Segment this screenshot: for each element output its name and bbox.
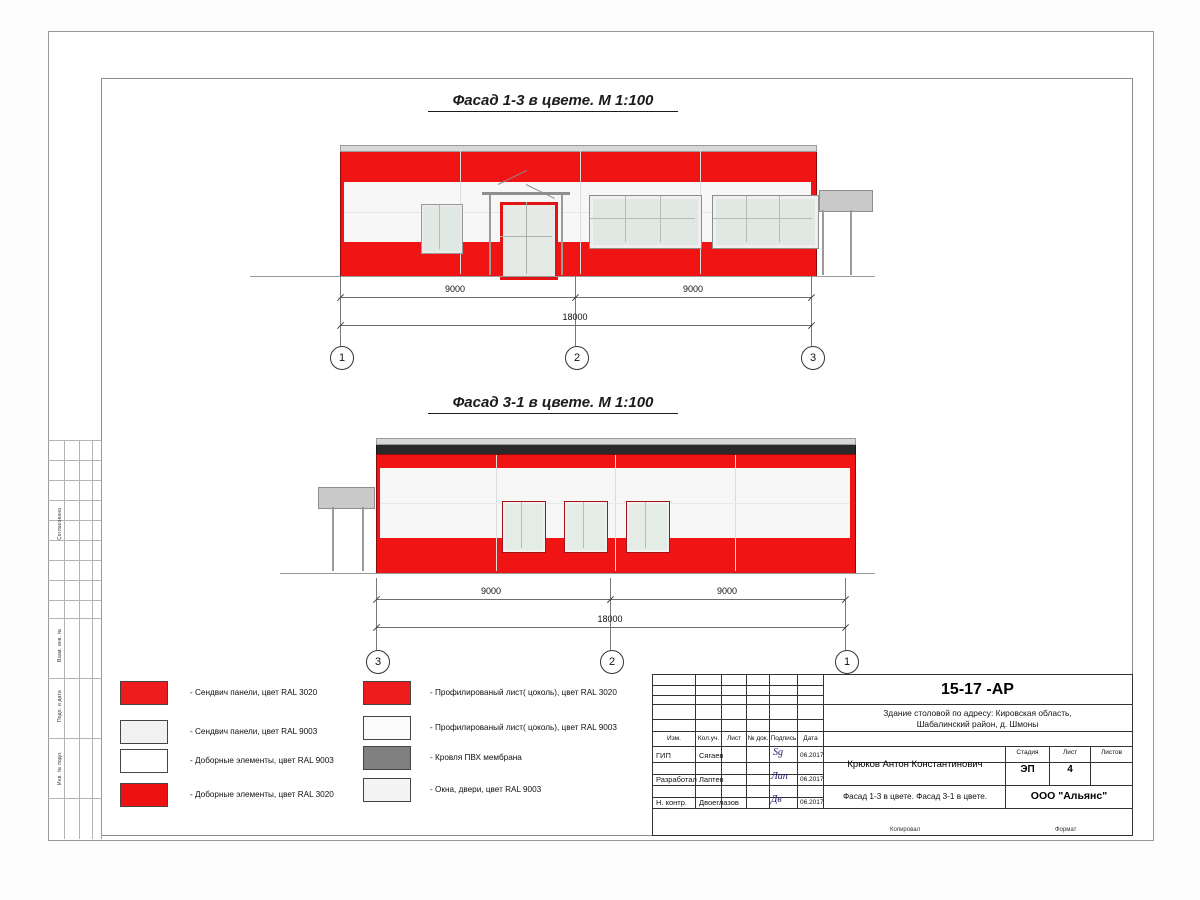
- window-small-mullion: [645, 502, 646, 548]
- dim-span-1: 9000: [444, 284, 466, 294]
- window-small-mullion: [583, 502, 584, 548]
- stage-value: ЭП: [1020, 764, 1035, 775]
- door-leaf-split: [526, 202, 527, 274]
- axis-extension: [845, 578, 846, 650]
- door-panel-line: [500, 236, 552, 237]
- legend-swatch-trim-9003: [120, 749, 168, 773]
- window-small: [503, 502, 545, 552]
- axis-bubble-3: 3: [801, 346, 825, 370]
- window-large-transom: [590, 218, 695, 219]
- legend-label-trim-9003: - Доборные элементы, цвет RAL 9003: [190, 756, 334, 765]
- canopy-left-post: [332, 507, 334, 571]
- role-razrabotal: Разработал: [656, 775, 697, 784]
- facade-3-1-title: Фасад 3-1 в цвете. М 1:100: [428, 394, 678, 414]
- legend-label-sandwich-9003: - Сендвич панели, цвет RAL 9003: [190, 727, 318, 736]
- role-nkontr: Н. контр.: [656, 798, 687, 807]
- porch-post-right: [561, 195, 563, 275]
- dim-total: 18000: [597, 614, 623, 624]
- legend-swatch-profile-9003: [363, 716, 411, 740]
- axis-extension: [340, 276, 341, 346]
- axis-extension: [376, 578, 377, 650]
- window-large-mullion: [746, 196, 747, 242]
- axis-extension: [575, 276, 576, 346]
- window-large: [590, 196, 701, 248]
- legend-label-trim-3020: - Доборные элементы, цвет RAL 3020: [190, 790, 334, 799]
- note-format: Формат: [1055, 827, 1077, 833]
- axis-bubble-1: 1: [330, 346, 354, 370]
- panel-joint: [496, 455, 497, 571]
- object-line-2: Шабалинский район, д. Шмоны: [916, 719, 1039, 729]
- canopy-left: [318, 487, 375, 509]
- signature-gip: Sg: [773, 747, 783, 758]
- date-nkontr: 06.2017: [800, 799, 824, 806]
- col-header-ndoc: № док.: [747, 735, 769, 742]
- stage-header-stadiya: Стадия: [1016, 749, 1039, 756]
- sheet-name: Фасад 1-3 в цвете. Фасад 3-1 в цвете.: [842, 792, 988, 801]
- margin-label-soglasovano: Согласовано: [57, 507, 63, 540]
- legend-label-windows-doors: - Окна, двери, цвет RAL 9003: [430, 785, 542, 794]
- name-razrabotal: Лаптев: [699, 775, 724, 784]
- date-razrabotal: 06.2017: [800, 776, 824, 783]
- window-large-transom: [713, 218, 812, 219]
- axis-bubble-2: 2: [565, 346, 589, 370]
- project-code: 15-17 -АР: [941, 681, 1014, 698]
- stage-header-list: Лист: [1062, 749, 1078, 756]
- company-name: ООО "Альянс": [1030, 790, 1108, 802]
- note-kopiroval: Копировал: [890, 827, 921, 833]
- roof-cap: [340, 145, 817, 152]
- dim-span-2: 9000: [716, 586, 738, 596]
- margin-label-vzam-inv: Взам. инв. №: [57, 628, 63, 662]
- legend-label-profile-9003: - Профилированый лист( цоколь), цвет RAL 9003: [430, 723, 617, 732]
- legend-label-profile-3020: - Профилированый лист( цоколь), цвет RAL 3020: [430, 688, 617, 697]
- facade-3-1-dimensions: [250, 578, 880, 688]
- roof-edge-cap: [376, 438, 856, 445]
- window-small: [422, 205, 462, 253]
- window-small-mullion: [521, 502, 522, 548]
- object-line-1: Здание столовой по адресу: Кировская область,: [883, 708, 1072, 718]
- canopy-right-post: [850, 210, 852, 275]
- facade-1-3-drawing: [250, 140, 880, 290]
- dim-span-1: 9000: [480, 586, 502, 596]
- legend-label-sandwich-3020: - Сендвич панели, цвет RAL 3020: [190, 688, 318, 697]
- panel-joint: [615, 455, 616, 571]
- legend-swatch-pvc-membrane: [363, 746, 411, 770]
- window-small-mullion: [439, 205, 440, 249]
- axis-bubble-1: 1: [835, 650, 859, 674]
- window-small: [565, 502, 607, 552]
- legend-swatch-profile-3020: [363, 681, 411, 705]
- axis-bubble-3: 3: [366, 650, 390, 674]
- customer-name: Крюков Антон Константинович: [847, 759, 983, 770]
- role-gip: ГИП: [656, 751, 671, 760]
- margin-label-podp-data: Подп. и дата: [57, 690, 63, 722]
- legend-swatch-trim-3020: [120, 783, 168, 807]
- name-gip: Сягаев: [699, 751, 724, 760]
- window-large-mullion: [779, 196, 780, 242]
- canopy-right-post-2: [822, 210, 824, 275]
- facade-1-3-title: Фасад 1-3 в цвете. М 1:100: [428, 92, 678, 112]
- col-header-list: Лист: [726, 735, 742, 742]
- dim-line-total: [340, 325, 811, 326]
- panel-joint: [380, 503, 850, 504]
- ground-line: [280, 573, 875, 574]
- axis-bubble-2: 2: [600, 650, 624, 674]
- left-margin-column: [48, 440, 102, 839]
- stage-header-listov: Листов: [1100, 749, 1123, 756]
- dim-span-2: 9000: [682, 284, 704, 294]
- legend-label-pvc-membrane: - Кровля ПВХ мембрана: [430, 753, 522, 762]
- canopy-left-post-2: [362, 507, 364, 571]
- porch-roof: [482, 192, 570, 195]
- window-large: [713, 196, 818, 248]
- facade-1-3-dimensions: [250, 276, 880, 386]
- axis-extension: [811, 276, 812, 346]
- legend-swatch-sandwich-3020: [120, 681, 168, 705]
- facade-3-1-drawing: [250, 432, 880, 582]
- col-header-izm: Изм.: [667, 735, 681, 742]
- window-large-mullion: [660, 196, 661, 242]
- col-header-data: Дата: [803, 735, 818, 742]
- date-gip: 06.2017: [800, 752, 824, 759]
- signature-nkontr: Дв: [771, 794, 782, 805]
- window-large-mullion: [625, 196, 626, 242]
- panel-joint: [735, 455, 736, 571]
- dim-line-total: [376, 627, 845, 628]
- name-nkontr: Двоеглазов: [699, 798, 739, 807]
- porch-post-left: [489, 195, 491, 275]
- margin-label-inv-podl: Инв. № подл.: [57, 751, 63, 785]
- canopy-right: [819, 190, 873, 212]
- signature-razrabotal: Лап: [771, 771, 788, 782]
- col-header-kol: Кол.уч.: [697, 735, 720, 742]
- entrance-door: [500, 202, 558, 280]
- dim-total: 18000: [562, 312, 588, 322]
- title-block: [652, 674, 1133, 836]
- window-small: [627, 502, 669, 552]
- col-header-podpis: Подпись: [770, 735, 797, 742]
- legend-swatch-windows-doors: [363, 778, 411, 802]
- legend-swatch-sandwich-9003: [120, 720, 168, 744]
- sheet-number: 4: [1067, 764, 1073, 775]
